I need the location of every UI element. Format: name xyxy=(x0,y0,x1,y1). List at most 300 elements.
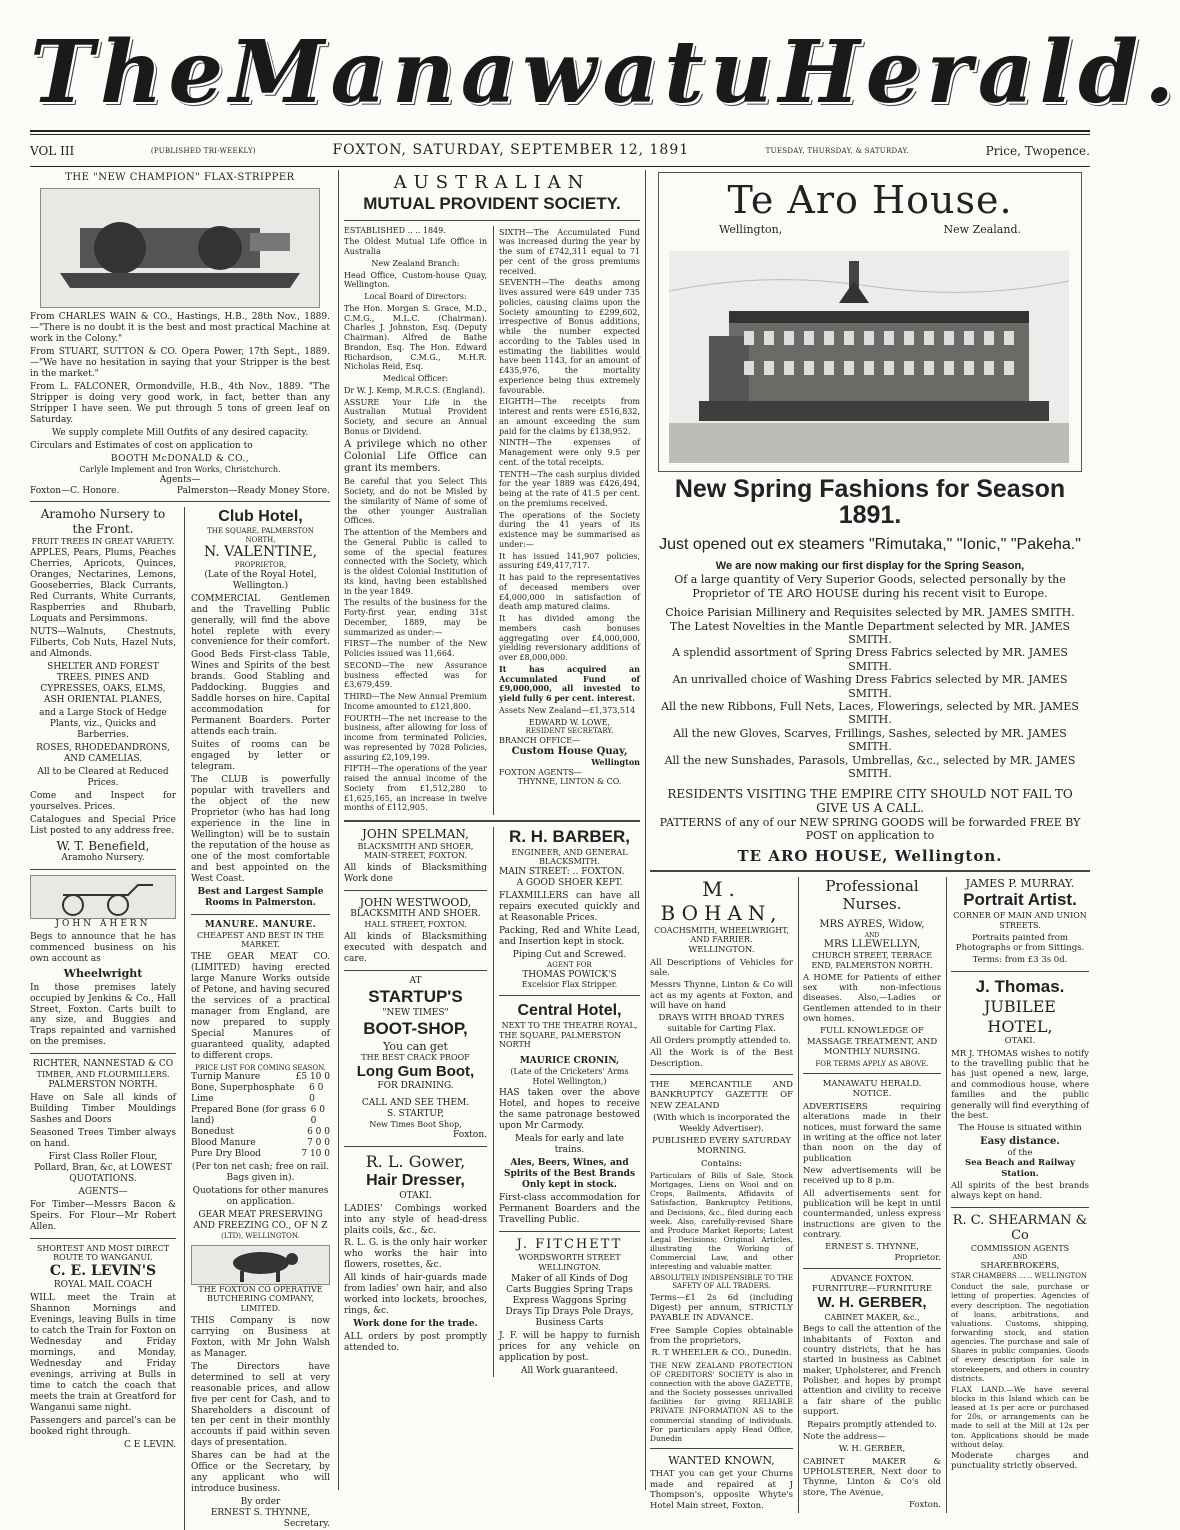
herald-role: Proprietor. xyxy=(894,1252,941,1263)
amp-left xyxy=(344,226,487,815)
manure-price-row xyxy=(191,1072,330,1083)
fashion-patterns: PATTERNS of any of our NEW SPRING GOODS will be forwarded FREE BY POST on application to xyxy=(659,815,1081,843)
gazette-indispensible: ABSOLUTELY INDISPENSIBLE TO THE SAFETY OF ALL TRADERS. xyxy=(650,1273,793,1291)
bohan-sub: COACHSMITH, WHEELWRIGHT, AND FARRIER. xyxy=(654,925,789,945)
richter-title: RICHTER, NANNESTAD & CO xyxy=(32,1059,174,1070)
barber-agent-label: AGENT FOR xyxy=(547,960,592,969)
fashion-steamers: Just opened out ex steamers "Rimutaka," "Ionic," "Pakeha." xyxy=(659,535,1081,553)
ahern-name: JOHN AHERN xyxy=(55,919,151,930)
gower-flowers: R. L. G. is the only hair worker who works the hair into flowers, rosettes, &c. xyxy=(344,1238,487,1271)
manure-intro: THE GEAR MEAT CO. (LIMITED) having erected large Manure Works outside of Petone, and having secured the services of a practical manager from England, are now prepared to supply Special Manures of guaranteed quality, adapted to different crops. xyxy=(191,952,330,1061)
westwood-work: All kinds of Blacksmithing executed with despatch and care. xyxy=(344,932,487,965)
startup-crack-proof: THE BEST CRACK PROOF xyxy=(361,1052,470,1062)
stripper-testimonial-2: From STUART, SUTTON & CO. Opera Power, 17th Sept., 1889.—"We have no hesitation in saying that your Stripper is the best in the market." xyxy=(30,347,330,380)
masthead-word-herald: Herald. xyxy=(778,21,1180,123)
fashion-quantity: Of a large quantity of Very Superior Goods, selected personally by the Proprietor of TE ARO HOUSE during his recent visit to Europe. xyxy=(674,573,1066,600)
manure-item: Turnip Manure xyxy=(191,1072,261,1083)
amp-fourth: FOURTH—The net increase to the business, after allowing for loss of income from terminated Policies, was represented by 7028 Policies, assuring £2,109,199. xyxy=(344,713,487,762)
nurses-and: AND xyxy=(864,931,880,939)
westwood-name: JOHN WESTWOOD, xyxy=(359,896,472,910)
amp-summary-1: It has issued 141,907 policies, assuring £49,417,717. xyxy=(499,551,640,571)
manure-price-list-title: PRICE LIST FOR COMING SEASON. xyxy=(195,1063,326,1072)
gerber-intro: Begs to call the attention of the inhabitants of Foxton and country districts, that he has started in business as Cabinet maker, Upholsterer, and French Polisher, and hopes by prompt attention and civility to receive a fair share of the public support. xyxy=(803,1324,941,1418)
cow-icon xyxy=(216,1247,306,1283)
amp-title-2: MUTUAL PROVIDENT SOCIETY. xyxy=(363,193,621,213)
gower-guards: All kinds of hair-guards made from ladies' own hair, and also worked into lockets, brooches, rings, &c. xyxy=(344,1273,487,1317)
manure-item: Bone, Superphosphate Lime xyxy=(191,1083,295,1105)
fashion-line: Choice Parisian Millinery and Requisites selected by MR. JAMES SMITH. xyxy=(665,606,1075,620)
amp-body xyxy=(344,226,640,815)
amp-foxton-agents: FOXTON AGENTS— xyxy=(499,767,582,777)
butcher-signature: ERNEST S. THYNNE, xyxy=(210,1508,311,1519)
divider xyxy=(30,501,330,502)
nurses-ayres: MRS AYRES, Widow, xyxy=(819,919,925,931)
stripper-agent: Foxton—C. Honore. xyxy=(30,485,120,496)
barber-stripper: Excelsior Flax Stripper. xyxy=(521,980,618,990)
richter-timber: Have on Sale all kinds of Building Timber Mouldings Sashes and Doors xyxy=(30,1093,176,1125)
central-square: THE SQUARE, PALMERSTON NORTH xyxy=(499,1030,622,1050)
levin-route: SHORTEST AND MOST DIRECT ROUTE TO WANGANUI. xyxy=(36,1243,170,1263)
amp-careful: Be careful that you Select This Society, and do not be Misled by the similarity of Name of some of the other younger Australian Offices. xyxy=(344,477,487,526)
stripper-firm: BOOTH McDONALD & CO., xyxy=(110,453,250,464)
column-3-lower xyxy=(344,827,640,1377)
nurses-terms: FOR TERMS APPLY AS ABOVE. xyxy=(815,1059,929,1068)
barber-shoer: A GOOD SHOER KEPT. xyxy=(516,878,623,889)
spelman-name: JOHN SPELMAN, xyxy=(362,827,469,841)
central-taken-over: HAS taken over the above Hotel, and hopes to receive the same patronage bestowed upon Mr Carmody. xyxy=(499,1088,640,1132)
amp-head-office: Head Office, Custom-house Quay, Wellington. xyxy=(344,270,487,290)
column-rule xyxy=(338,170,339,1490)
thomas-place: OTAKI. xyxy=(1004,1036,1036,1047)
bohan-work: All the Work is of the Best Description. xyxy=(650,1048,793,1069)
murray-title: Portrait Artist. xyxy=(963,890,1077,910)
manure-price-row xyxy=(191,1149,330,1160)
barber-piping: Piping Cut and Screwed. xyxy=(512,950,627,961)
price: Price, Twopence. xyxy=(985,143,1090,158)
column-right xyxy=(650,172,1090,1511)
divider xyxy=(344,220,640,221)
spelman-work: All kinds of Blacksmithing Work done xyxy=(344,863,487,885)
amp-assets: Assets New Zealand—£1,373,514 xyxy=(499,705,636,715)
startup-signature: S. STARTUP, xyxy=(386,1108,445,1119)
tearo-country: New Zealand. xyxy=(943,223,1021,237)
column-5 xyxy=(798,877,941,1513)
gazette-contains: Contains: xyxy=(701,1158,742,1169)
stripper-testimonial-3: From L. FALCONER, Ormondville, H.B., 4th Nov., 1889. "The Stripper is doing very good work, in fact, better than any Stripper I have seen. We put through 5 tons of green leaf on Saturday. xyxy=(30,382,330,425)
gerber-place: Foxton. xyxy=(908,1500,941,1511)
amp-attention: The attention of the Members and the General Public is called to some of the special features connected with the Society, which is the oldest Colonial Institution of its kind, having been established in the year 1849. xyxy=(344,528,487,596)
manure-price: £5 10 0 xyxy=(295,1072,330,1083)
central-title: Central Hotel, xyxy=(517,1002,622,1020)
gower-orders: ALL orders by post promptly attended to. xyxy=(344,1332,487,1354)
shearman-name: R. C. SHEARMAN & Co xyxy=(952,1212,1088,1244)
nursery-fruit: APPLES, Pears, Plums, Peaches Cherries, Apricots, Quinces, Oranges, Nectarines, Lemons, Gooseberries, Black Currants, Red Currants, White Currants, Raspberries and Rhubarb, Loquats and Persimmons. xyxy=(30,548,176,625)
spelman-sub: BLACKSMITH AND SHOER, MAIN-STREET, FOXTON. xyxy=(357,841,474,861)
tearo-illustration xyxy=(669,251,1071,463)
masthead-word-manawatu: Manawatu xyxy=(229,21,779,123)
divider xyxy=(30,1053,176,1054)
stripper-agent: Palmerston—Ready Money Store. xyxy=(176,485,330,496)
divider xyxy=(650,1074,793,1075)
column-4 xyxy=(650,877,793,1513)
fashion-line: The Latest Novelties in the Mantle Department selected by MR. JAMES SMITH. xyxy=(669,619,1071,647)
gower-title: R. L. Gower, xyxy=(365,1151,466,1171)
butcher-intro: THIS Company is now carrying on Business at Foxton, with Mr John Walsh as Manager. xyxy=(191,1315,330,1359)
divider xyxy=(951,1207,1089,1208)
bohan-orders: All Orders promptly attended to. xyxy=(650,1036,791,1047)
nurses-home: A HOME for Patients of either sex with non-infectious diseases. Also,—Ladies or Gentlemen attended to in their own homes. xyxy=(803,972,941,1025)
tearo-title: Te Aro House. xyxy=(727,178,1013,222)
shearman-charges: Moderate charges and punctuality strictly observed. xyxy=(951,1450,1089,1472)
central-late: (Late of the Cricketers' Arms Hotel Wellington,) xyxy=(510,1066,629,1086)
manure-title: MANURE. MANURE. xyxy=(204,919,317,930)
barber-powick: THOMAS POWICK'S xyxy=(522,969,617,980)
amp-seventh: SEVENTH—The deaths among lives assured were 649 under 735 policies, causing claims upon the Society amounting to £299,602, irrespective of Bonus additions, while the number expected according to the Tables used in estimating the liabilities would have been 1143, for an amount of £435,976, the mortality experience being thus extremely favourable. xyxy=(499,278,640,395)
gerber-address: CABINET MAKER & UPHOLSTERER, Next door to Thynne, Linton & Co's old store, The Avenue, xyxy=(803,1456,941,1498)
startup-address: New Times Boot Shop, xyxy=(369,1119,462,1129)
richter-seasoned: Seasoned Trees Timber always on hand. xyxy=(30,1127,176,1149)
shearman-address: STAR CHAMBERS ... .. WELLINGTON xyxy=(951,1271,1088,1280)
divider xyxy=(344,820,640,822)
amp-branch-office-3: Wellington xyxy=(591,756,640,767)
club-address: THE SQUARE, PALMERSTON NORTH, xyxy=(207,526,314,544)
column-2 xyxy=(184,507,330,1530)
fitchett-name: J. FITCHETT xyxy=(516,1237,623,1253)
central-accommodation: First-class accommodation for Permanent Boarders and the Travelling Public. xyxy=(499,1193,640,1226)
stripper-testimonial-1: From CHARLES WAIN & CO., Hastings, H.B., 28th Nov., 1889.—"There is no doubt it is the best and most practical Machine at work in the Colony." xyxy=(30,312,330,345)
manure-price: 6 0 0 xyxy=(307,1127,330,1138)
tearo-city: Wellington, xyxy=(719,223,783,237)
masthead-word-the: The xyxy=(30,21,230,123)
startup-gum-boot: Long Gum Boot, xyxy=(356,1062,475,1080)
richter-flour: First Class Roller Flour, Pollard, Bran, &c, at LOWEST QUOTATIONS. xyxy=(34,1151,172,1184)
amp-privilege: A privilege which no other Colonial Life Office can grant its members. xyxy=(344,438,487,475)
fashion-line: All the new Sunshades, Parasols, Umbrellas, &c., selected by MR. JAMES SMITH. xyxy=(664,753,1076,781)
fashion-line: An unrivalled choice of Washing Dress Fabrics selected by MR. JAMES SMITH. xyxy=(672,673,1068,700)
buggy-illustration xyxy=(30,875,176,919)
gazette-particulars: Particulars of Bills of Sale, Stock Mortgages, Liens on Wool and on Crops, Bailments, Affidavits of Satisfaction, Bankruptcy Petitions, and Decisions, &c., filed during each week. Also, carefully-revised Share and Produce Market Reports; Latest Legal Decisions; Original Articles, illustrating the Working of Commercial Law, and other interesting and valuable matter. xyxy=(650,1170,793,1272)
amp-summary-4: It has acquired an Accumulated Fund of £9,000,000, all invested to yield fully 6 per cent. interest. xyxy=(499,663,640,704)
shearman-and: AND xyxy=(1012,1254,1028,1262)
gerber-repairs: Repairs promptly attended to. xyxy=(807,1419,937,1430)
startup-at: AT xyxy=(409,976,422,987)
amp-second: SECOND—The new Assurance business effected was for £3,679,459. xyxy=(344,660,487,690)
tearo-location xyxy=(659,223,1081,236)
divider xyxy=(951,971,1089,972)
manure-item: Pure Dry Blood xyxy=(191,1149,261,1160)
murray-corner: CORNER OF MAIN AND UNION STREETS. xyxy=(953,911,1087,930)
manure-price-row xyxy=(191,1138,330,1149)
nursery-owner: W. T. Benefield, xyxy=(56,838,150,853)
club-amenities: Good Beds First-class Table, Wines and Spirits of the best brands. Good Stabling and Paddocking. Buggies and Saddle horses on hire. Capital accommodation for Permanent Boarders. Porter attends each train. xyxy=(191,650,330,738)
nursery-roses: ROSES, RHODEDANDRONS, AND CAMELIAS. xyxy=(36,742,170,764)
manure-place: (LTD), WELLINGTON. xyxy=(221,1231,300,1240)
startup-title: STARTUP'S xyxy=(368,987,463,1007)
wanted-title: WANTED KNOWN, xyxy=(668,1454,775,1468)
amp-eighth: EIGHTH—The receipts from interest and rents were £516,832, an amount exceeding the sum paid for the claims by £138,952. xyxy=(499,397,640,436)
amp-ninth: NINTH—The expenses of Management were only 9.5 per cent. of the total receipts. xyxy=(499,438,640,467)
fitchett-guarantee: All Work guaranteed. xyxy=(520,1366,619,1377)
divider xyxy=(344,1146,487,1147)
divider xyxy=(650,870,1090,872)
nurses-massage: FULL KNOWLEDGE OF MASSAGE TREATMENT, AND MONTHLY NURSING. xyxy=(806,1026,938,1058)
richter-agents: For Timber—Messrs Bacon & Speirs. For Flour—Mr Robert Allen. xyxy=(30,1199,176,1232)
thomas-notify: MR J. THOMAS wishes to notify to the travelling public that he has just opened a new, large, and commodious house, where families and the public generally will find everything of the best. xyxy=(951,1048,1089,1121)
amp-oldest: The Oldest Mutual Life Office in Australia xyxy=(344,237,487,257)
fashion-lines xyxy=(650,606,1090,780)
gower-trade: Work done for the trade. xyxy=(353,1319,478,1330)
gazette-samples: Free Sample Copies obtainable from the proprietors, xyxy=(650,1325,793,1347)
butcher-role: Secretary. xyxy=(283,1519,330,1530)
thomas-spirits: All spirits of the best brands always kept on hand. xyxy=(951,1180,1089,1202)
divider xyxy=(191,914,330,915)
fashion-residents: RESIDENTS VISITING THE EMPIRE CITY SHOULD NOT FAIL TO GIVE US A CALL. xyxy=(667,786,1073,816)
club-proprietor-label: PROPRIETOR, xyxy=(234,561,287,570)
gerber-note: Note the address— xyxy=(803,1431,886,1442)
fashion-title: New Spring Fashions for Season 1891. xyxy=(674,475,1066,530)
butcher-by-order: By order xyxy=(240,1497,281,1508)
manure-quotations: Quotations for other manures on application. xyxy=(192,1186,329,1208)
manure-price: 6 0 0 xyxy=(309,1083,324,1105)
amp-secretary-name: EDWARD W. LOWE, xyxy=(528,717,611,727)
shearman-brokers: SHAREBROKERS, xyxy=(980,1261,1060,1272)
gower-sub: Hair Dresser, xyxy=(366,1172,465,1190)
volume: VOL III xyxy=(30,143,75,158)
startup-shop: BOOT-SHOP, xyxy=(363,1018,468,1038)
amp-summary-3: It has divided among the members cash bonuses aggregating over £4,000,000, yielding reversionary additions of over £8,000,000. xyxy=(499,614,640,663)
publish-days: TUESDAY, THURSDAY, & SATURDAY. xyxy=(765,146,910,155)
nursery-title: Aramoho Nursery to the Front. xyxy=(40,507,166,537)
murray-name: JAMES P. MURRAY. xyxy=(965,876,1075,890)
cow-illustration xyxy=(191,1245,330,1285)
richter-subtitle: TIMBER, AND FLOURMILLERS. xyxy=(36,1070,170,1080)
column-3 xyxy=(344,172,640,1492)
manure-price: 7 0 0 xyxy=(307,1138,330,1149)
stripper-illustration xyxy=(40,188,320,308)
nurses-address: CHURCH STREET, TERRACE END, PALMERSTON NORTH. xyxy=(811,951,933,970)
buggy-icon xyxy=(43,877,163,917)
levin-title: C. E. LEVIN'S xyxy=(49,1263,157,1280)
amp-fifth: FIFTH—The operations of the year raised the annual income of the Society from £1,512,280 to £1,625,165, an increase in twelve months of £112,905. xyxy=(344,764,487,813)
thomas-beach: Sea Beach and Railway Station. xyxy=(964,1158,1075,1179)
publish-frequency: (PUBLISHED TRI-WEEKLY) xyxy=(150,146,256,155)
amp-foxton-agents-2: THYNNE, LINTON & CO. xyxy=(517,777,622,787)
herald-signature: ERNEST S. THYNNE, xyxy=(825,1242,919,1253)
barber-sub: ENGINEER, AND GENERAL BLACKSMITH. xyxy=(511,847,628,867)
fitchett-prices: J. F. will be happy to furnish prices for any vehicle on application by post. xyxy=(499,1331,640,1364)
startup-place: Foxton. xyxy=(453,1129,487,1140)
amp-assure: ASSURE Your Life in the Australian Mutual Provident Society, and secure an Annual Bonus or Dividend. xyxy=(344,397,487,436)
stripper-agents-label: Agents— xyxy=(159,474,201,485)
thomas-hotel: JUBILEE HOTEL, xyxy=(984,997,1056,1036)
ahern-details: In those premises lately occupied by Jenkins & Co., Hall Street, Foxton. Carts built to any size, and Buggies and Traps repainted and varnished on the premises. xyxy=(30,982,176,1048)
herald-alterations: ADVERTISERS requiring alterations made in their notices, must forward the same in writing at the office not later than noon on the day of publication xyxy=(803,1101,941,1164)
manure-price-row xyxy=(191,1083,330,1105)
fashion-line: All the new Gloves, Scarves, Frillings, Sashes, selected by MR. JAMES SMITH. xyxy=(673,726,1067,754)
nursery-clearance: All to be Cleared at Reduced Prices. xyxy=(37,766,169,788)
amp-secretary-role: RESIDENT SECRETARY. xyxy=(525,727,614,736)
murray-terms: Terms: from £3 3s 0d. xyxy=(972,955,1068,966)
masthead-rule xyxy=(30,130,1090,132)
butcher-shares: Shares can be had at the Office or the Secretary, by any applicant who will introduce business. xyxy=(191,1451,330,1495)
richter-agents-label: AGENTS— xyxy=(78,1186,128,1197)
nurses-llewellyn: MRS LLEWELLYN, xyxy=(823,938,921,950)
nursery-catalogue: Catalogues and Special Price List posted to any address free. xyxy=(30,814,176,836)
gerber-furniture: FURNITURE—FURNITURE xyxy=(812,1283,932,1294)
amp-medical-officer: Dr W. J. Kemp, M.R.C.S. (England). xyxy=(344,385,486,395)
nurses-title: Professional Nurses. xyxy=(825,876,919,914)
stripper-address: Carlyle Implement and Iron Works, Christchurch. xyxy=(79,464,281,474)
amp-title-1: AUSTRALIAN xyxy=(393,172,591,193)
shearman-services: Conduct the sale, purchase or letting of properties. Agencies of every description. The negotiation of loans, arbitrations, and valuations. Customs, shipping, forwarding stock, and station agencies. The purchase and sale of Shares in public companies. Goods of every description for sale in storekeepers, and others in country districts. xyxy=(951,1282,1089,1383)
amp-medical-label: Medical Officer: xyxy=(382,374,449,384)
gerber-name-2: W. H. GERBER, xyxy=(838,1444,906,1455)
nursery-hedge: and a Large Stock of Hedge Plants, viz., Quicks and Barberries. xyxy=(39,708,167,740)
manure-price-row xyxy=(191,1105,330,1127)
column-1-split xyxy=(30,507,330,1530)
club-reputation: The CLUB is powerfully popular with travellers and the object of the new Proprietor (who has had long experience in the line in Wellington) will be to sustain the reputation of the house as one of the most comfortable and best appointed on the West Coast. xyxy=(191,775,330,884)
wanted-text: THAT you can get your Churns made and repaired at J Thompson's, opposite Whyte's Hotel Main street, Foxton. xyxy=(650,1469,793,1511)
amp-summary-2: It has paid to the representatives of deceased members over £4,000,000 in satisfaction of death amp matured claims. xyxy=(499,573,640,612)
shearman-flax: FLAX LAND.—We have several blocks in this Island which can be leased at 1s per acre or purchased for 20s, or arrangements can be made to sell at the Mill at 12s per ton. Applications should be made without delay. xyxy=(951,1384,1089,1449)
manure-item: Prepared Bone (for grass land) xyxy=(191,1105,307,1127)
herald-title: MANAWATU HERALD. xyxy=(822,1079,922,1090)
murray-portraits: Portraits painted from Photographs or from Sittings. xyxy=(955,932,1085,953)
gazette-incorporated: (With which is incorporated the Weekly Advertiser). xyxy=(653,1113,790,1134)
barber-packing: Packing, Red and White Lead, and Insertion kept in stock. xyxy=(499,926,640,948)
club-late: (Late of the Royal Hotel, Wellington.) xyxy=(204,569,317,591)
gazette-society: THE NEW ZEALAND PROTECTION OF CREDITORS' SOCIETY is also in connection with the above GAZETTE, and the Society possesses unrivalled facilities for giving RELIABLE PRIVATE INFORMATION AS to the commercial standing of individuals. For particulars apply Head Office, Dunedin xyxy=(650,1360,793,1443)
divider xyxy=(344,970,487,971)
amp-results: The results of the business for the Forty-first year, ending 31st December, 1889, may be summarized as under:— xyxy=(344,598,487,637)
stripper-title: THE "NEW CHAMPION" FLAX-STRIPPER xyxy=(65,172,295,183)
barber-title: R. H. BARBER, xyxy=(509,827,630,846)
startup-sub: "NEW TIMES" xyxy=(382,1007,449,1018)
bohan-place: WELLINGTON. xyxy=(688,945,755,956)
place-date: FOXTON, SATURDAY, SEPTEMBER 12, 1891 xyxy=(332,142,690,159)
amp-right xyxy=(493,226,640,815)
amp-board-label: Local Board of Directors: xyxy=(364,292,467,302)
column-6 xyxy=(946,877,1089,1513)
amp-established: ESTABLISHED .. .. 1849. xyxy=(344,225,446,235)
gower-place: OTAKI. xyxy=(399,1190,432,1201)
manure-firm: GEAR MEAT PRESERVING AND FREEZING CO., OF N Z xyxy=(193,1210,328,1231)
gazette-proprietors: R. T WHEELER & CO., Dunedin. xyxy=(651,1348,792,1359)
fashion-contact: TE ARO HOUSE, Wellington. xyxy=(737,846,1003,865)
thomas-situated: The House is situated within xyxy=(958,1123,1082,1134)
butcher-terms: The Directors have determined to sell at very reasonable prices, and allow five per cent for Cash, and to Shareholders a discount of ten per cent in their monthly accounts if paid within seven days of presentation. xyxy=(191,1361,330,1449)
dateline-rule xyxy=(30,166,1090,167)
manure-price-row xyxy=(191,1127,330,1138)
startup-call: CALL AND SEE THEM. xyxy=(361,1097,470,1108)
masthead xyxy=(30,18,1180,128)
thomas-of-the: of the xyxy=(1007,1147,1033,1158)
tearo-banner xyxy=(658,172,1082,472)
manure-price-list xyxy=(191,1072,330,1160)
divider xyxy=(499,1231,640,1232)
divider xyxy=(499,995,640,996)
gazette-published: PUBLISHED EVERY SATURDAY MORNING. xyxy=(652,1135,791,1157)
column-rule xyxy=(645,170,646,1490)
fitchett-address: WORDSWORTH STREET WELLINGTON. xyxy=(518,1252,621,1272)
club-suites: Suites of rooms can be engaged by letter or telegram. xyxy=(191,740,330,773)
club-intro: COMMERCIAL Gentlemen and the Travelling Public generally, will find the above hotel replete with every convenience for their comfort. xyxy=(191,593,330,648)
levin-signature: C E LEVIN. xyxy=(124,1439,176,1450)
westwood-address: HALL STREET, FOXTON. xyxy=(364,920,467,930)
manure-price: 6 0 0 xyxy=(310,1105,325,1127)
levin-subtitle: ROYAL MAIL COACH xyxy=(53,1280,153,1291)
divider xyxy=(344,890,487,891)
butcher-title: THE FOXTON CO OPERATIVE BUTCHERING COMPANY, LIMITED. xyxy=(198,1284,323,1313)
nursery-nuts: NUTS—Walnuts, Chestnuts, Filberts, Cob Nuts, Hazel Nuts, and Almonds. xyxy=(30,627,176,660)
levin-schedule: WILL meet the Train at Shannon Mornings and Evenings, leaving Bulls in time to catch the Train for Foxton on Wednesday and Friday mornings, and Monday, Wednesday and Friday evenings, arriving at Bulls in time to catch the coach that meets the train at Greatford for Wanganui same night. xyxy=(30,1293,176,1413)
gerber-sub: CABINET MAKER, &c., xyxy=(824,1312,920,1322)
nursery-shelter: SHELTER AND FOREST TREES. PINES AND CYPRESSES, OAKS, ELMS, ASH ORIENTAL PLANES, xyxy=(40,662,166,706)
manure-subtitle: CHEAPEST AND BEST IN THE MARKET. xyxy=(197,930,324,950)
westwood-sub: BLACKSMITH AND SHOER. xyxy=(350,909,481,920)
divider xyxy=(803,1268,941,1269)
club-proprietor-name: N. VALENTINE, xyxy=(203,544,318,561)
stripper-circulars: Circulars and Estimates of cost on application to xyxy=(30,440,253,451)
gerber-advance: ADVANCE FOXTON. xyxy=(830,1274,914,1284)
manure-item: Blood Manure xyxy=(191,1138,256,1149)
amp-directors: The Hon. Morgan S. Grace, M.D., C.M.G., M.L.C. (Chairman). Charles J. Johnston, Esq. (Deputy Chairman). Alfred de Bathe Brandon, Esq. The Hon. Edward Richardson, C.M.G., M.H.R. Nicholas Reid, Esq. xyxy=(344,303,487,372)
shearman-commission: COMMISSION AGENTS xyxy=(970,1244,1070,1254)
column-right-lower xyxy=(650,877,1090,1513)
amp-third: THIRD—The New Annual Premium Income amounted to £121,800. xyxy=(344,692,487,711)
amp-tenth: TENTH—The cash surplus divided for the year 1889 was £426,494, being at the rate of 41.5 per cent. on the premiums received. xyxy=(499,469,640,508)
bohan-vehicles: All Descriptions of Vehicles for sale. xyxy=(650,957,793,978)
central-stock: Only kept in stock. xyxy=(522,1180,617,1191)
gazette-terms: Terms—£1 2s 6d (including Digest) per annum, STRICTLY PAYABLE IN ADVANCE. xyxy=(650,1292,793,1324)
manure-item: Bonedust xyxy=(191,1127,234,1138)
central-ales: Ales, Beers, Wines, and Spirits of the Best Brands xyxy=(503,1158,636,1180)
herald-notice: NOTICE. xyxy=(852,1089,892,1100)
stripper-agents xyxy=(30,486,330,497)
startup-can-get: You can get xyxy=(383,1039,448,1053)
gower-combings: LADIES' Combings worked into any style of head-dress plaits coils, &c., &c. xyxy=(344,1203,487,1236)
barber-address: MAIN STREET: .. FOXTON. xyxy=(499,867,625,878)
nursery-place: Aramoho Nursery. xyxy=(61,853,145,864)
machine-icon xyxy=(50,193,310,303)
dateline xyxy=(30,140,1090,162)
amp-sixth: SIXTH—The Accumulated Fund was increased during the year by the sum of £742,311 equal to 71 per cent of the gross premiums received. xyxy=(499,227,640,276)
richter-place: PALMERSTON NORTH. xyxy=(48,1080,158,1091)
amp-first: FIRST—The number of the New Policies issued was 11,664. xyxy=(344,639,487,658)
nursery-subtitle: FRUIT TREES IN GREAT VARIETY. xyxy=(31,536,175,546)
barber-repairs: FLAXMILLERS can have all repairs executed quickly and at Reasonable Prices. xyxy=(499,891,640,924)
levin-passengers: Passengers and parcel's can be booked right through. xyxy=(30,1415,176,1437)
divider xyxy=(30,1238,176,1239)
nursery-inspect: Come and Inspect for yourselves. Prices. xyxy=(30,790,176,812)
manure-price: 7 10 0 xyxy=(301,1149,330,1160)
central-meals: Meals for early and late trains. xyxy=(515,1134,624,1156)
building-icon xyxy=(669,251,1069,463)
column-1 xyxy=(30,172,330,1530)
central-proprietor: MAURICE CRONIN, xyxy=(519,1056,620,1066)
fitchett-vehicles: Maker of all Kinds of Dog Carts Buggies Spring Traps Express Waggons Spring Drays Tip Drays Pole Drays, Business Carts xyxy=(505,1274,634,1329)
startup-draining: FOR DRAINING. xyxy=(377,1080,454,1091)
bohan-agents: Messrs Thynne, Linton & Co will act as my agents at Foxton, and will have on hand xyxy=(650,980,793,1011)
ahern-trade: Wheelwright xyxy=(63,967,143,981)
club-sample-rooms: Best and Largest Sample Rooms in Palmerston. xyxy=(197,886,324,908)
thomas-easy: Easy distance. xyxy=(980,1135,1060,1147)
stripper-outfits: We supply complete Mill Outfits of any desired capacity. xyxy=(51,427,309,438)
gazette-title: THE MERCANTILE AND BANKRUPTCY GAZETTE OF NEW ZEALAND xyxy=(650,1080,793,1111)
club-title: Club Hotel, xyxy=(218,508,303,526)
masthead-rule-thin xyxy=(30,134,1090,135)
herald-kept-in: All advertisements sent for publication will be kept in until countermanded, unless express instructions are given to the contrary. xyxy=(803,1188,941,1241)
